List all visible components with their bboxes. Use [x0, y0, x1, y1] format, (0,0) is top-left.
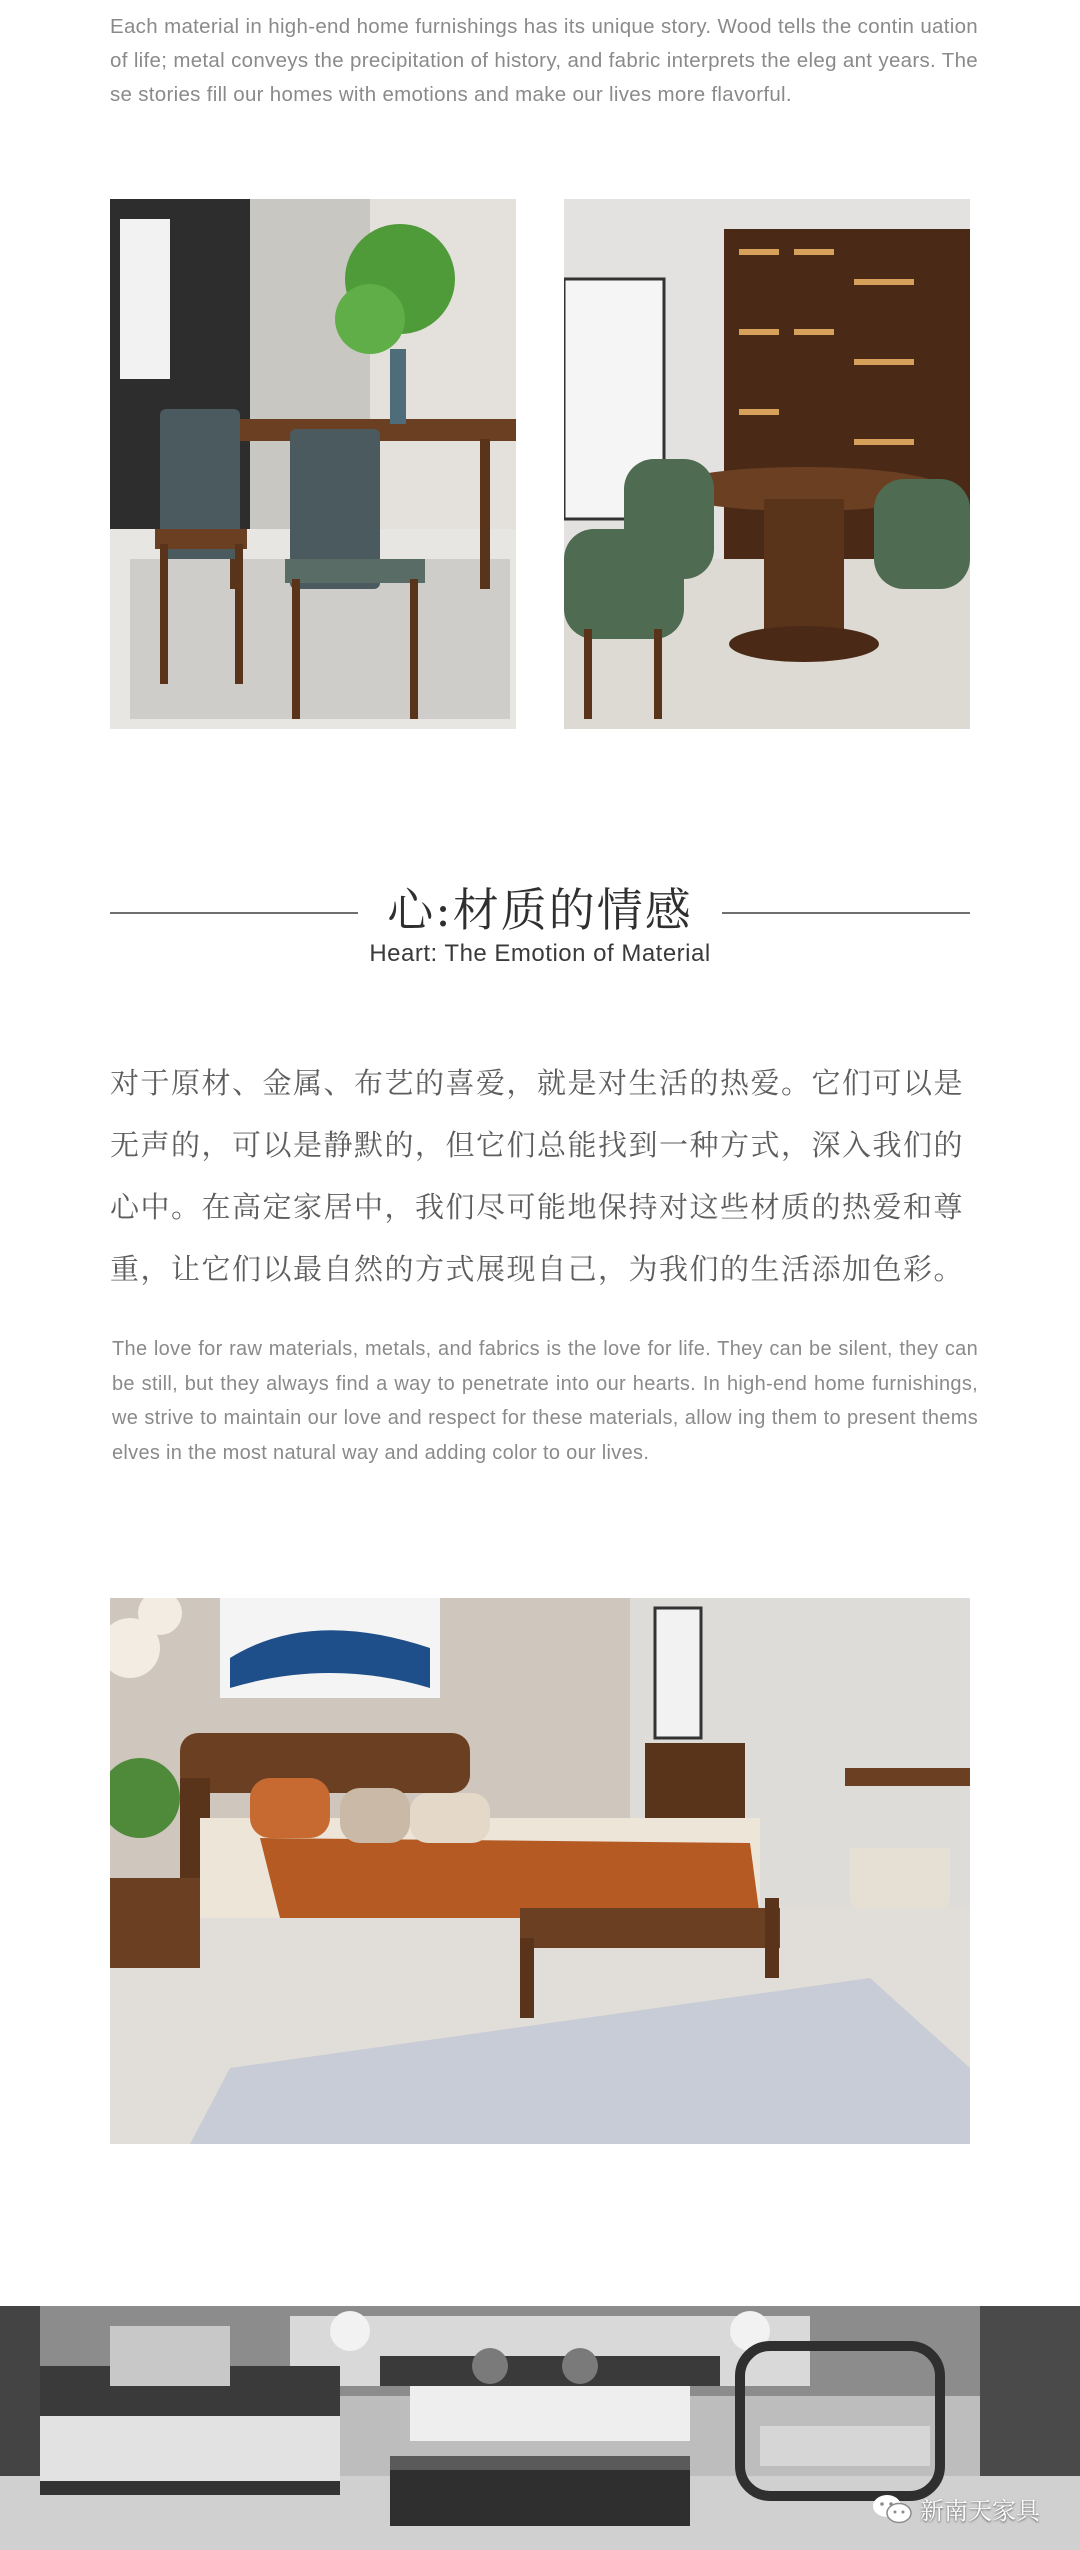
section-body-english: The love for raw materials, metals, and fabrics is the love for life. They can be silent, they can be still, but they always find a way to penetrate into our hearts. In high-end home furnishings, we strive to maintain our love and respect for these materials, allow ing them to present themselves in the most natural way and adding color to our lives. [112, 1338, 978, 1464]
watermark [872, 2491, 1040, 2526]
section-heading [110, 870, 970, 950]
living-room-photo [0, 2306, 1080, 2550]
section-title-chinese: 心:材质的情感 [387, 883, 693, 937]
heading-rule-right [722, 912, 970, 914]
wechat-icon [872, 2493, 912, 2525]
bedroom-photo [110, 1598, 970, 2144]
section-body-chinese: 对于原材、金属、布艺的喜爱，就是对生活的热爱。它们可以是无声的，可以是静默的，但它们总能找到一种方式，深入我们的心中。在高定家居中，我们尽可能地保持对这些材质的热爱和尊重，让它们以最自然的方式展现自己，为我们的生活添加色彩。 [110, 1066, 965, 1286]
section-title-english: Heart: The Emotion of Material [369, 940, 711, 967]
dining-room-photo-left [110, 199, 516, 729]
intro-english-text: Each material in high-end home furnishings has its unique story. Wood tells the contin uation of life; metal conveys the precipitation of history, and fabric interprets the eleg ant years. These stories fill our homes with emotions and make our lives more flavorful. [110, 15, 978, 106]
watermark-label: 新南天家具 [920, 2497, 1040, 2525]
dining-room-photo-right [564, 199, 970, 729]
